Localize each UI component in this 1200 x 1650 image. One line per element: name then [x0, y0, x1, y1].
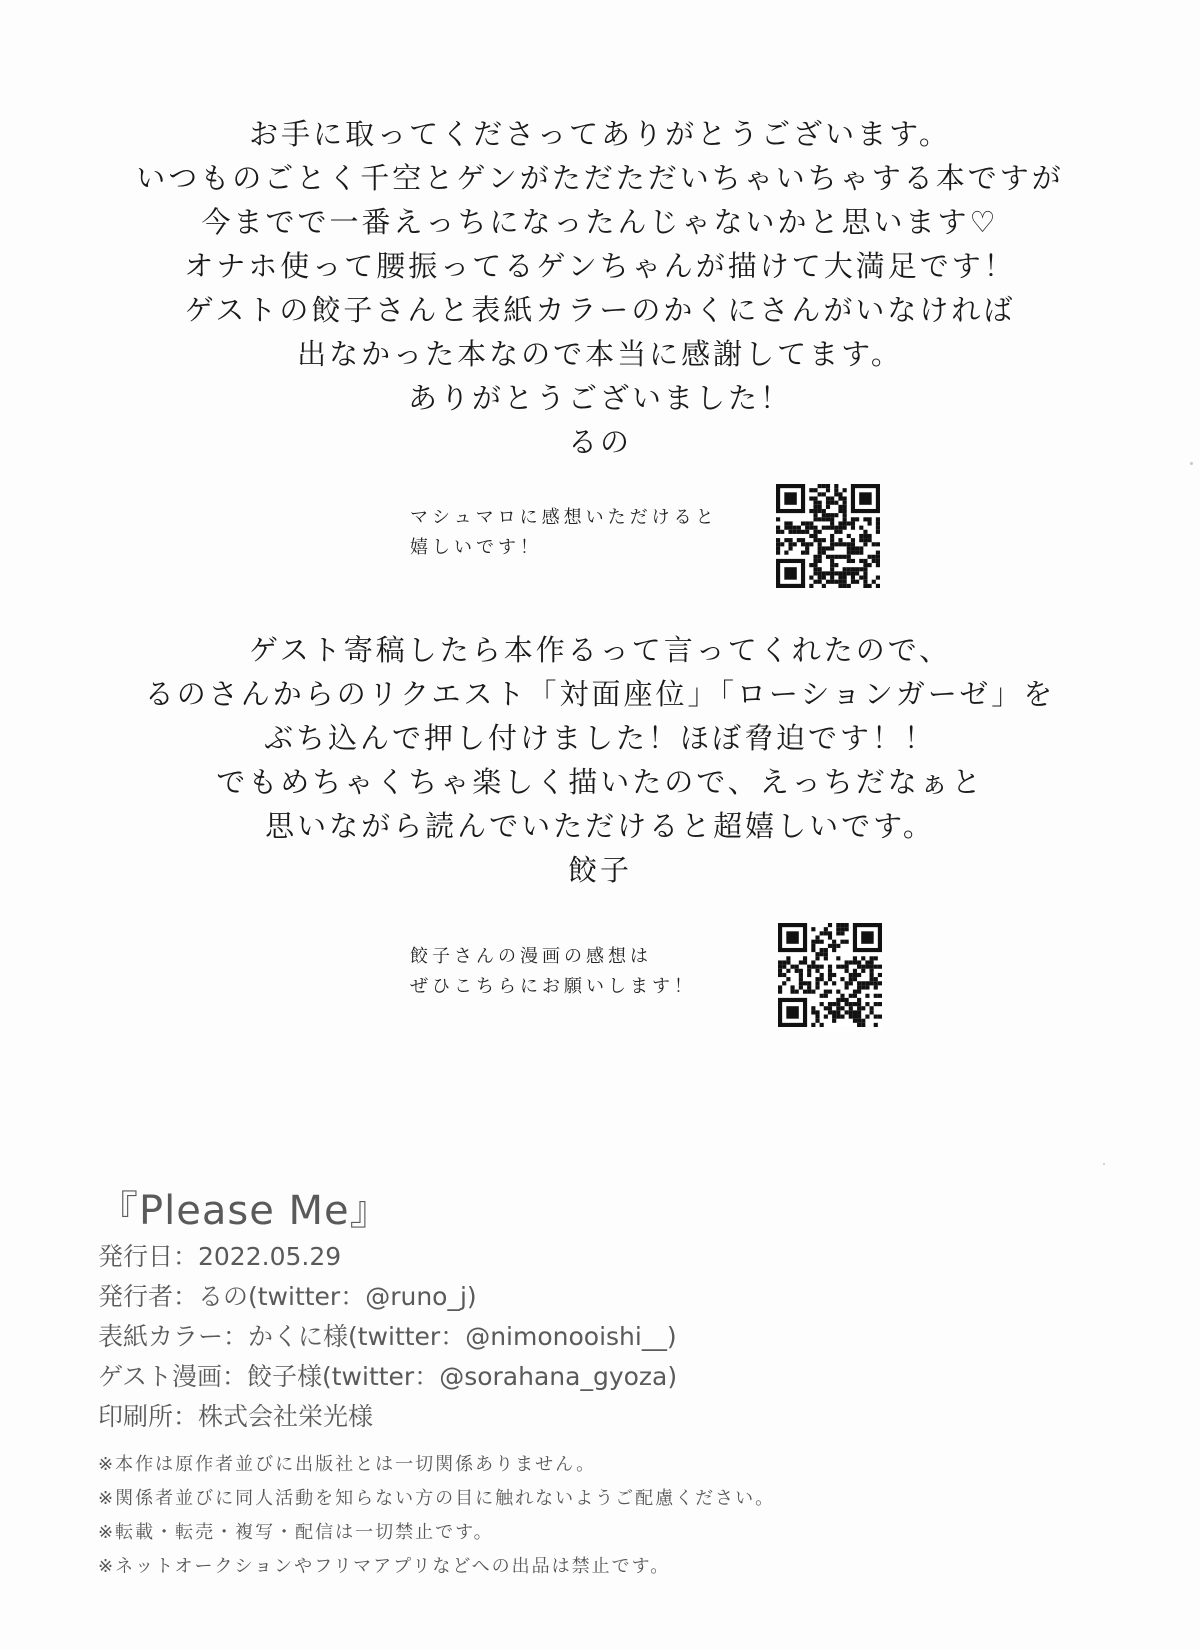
- cover-color-credit: 表紙カラー：かくに様(twitter：@nimonooishi__): [98, 1322, 677, 1351]
- paper-speck: [1103, 1163, 1105, 1165]
- author-message-line: いつものごとく千空とゲンがただただいちゃいちゃする本ですが: [136, 161, 1064, 195]
- notice-line: ※ネットオークションやフリマアプリなどへの出品は禁止です。: [98, 1556, 671, 1577]
- colophon: [98, 1185, 677, 1437]
- publish-date: 発行日：2022.05.29: [98, 1242, 342, 1271]
- guest-qr-note: [410, 942, 696, 1002]
- author-signature: るの: [567, 425, 632, 459]
- marshmallow-note-line: マシュマロに感想いただけると: [410, 507, 718, 528]
- publisher: 発行者：るの(twitter：@runo_j): [98, 1282, 477, 1311]
- author-message-line: 今までで一番えっちになったんじゃないかと思います♡: [201, 205, 999, 239]
- author-message-line: ありがとうございました！: [407, 381, 792, 415]
- notice-line: ※関係者並びに同人活動を知らない方の目に触れないようご配慮ください。: [98, 1488, 776, 1509]
- guest-message-line: ぶち込んで押し付けました！ほぼ脅迫です！！: [263, 721, 936, 755]
- book-title: 『Please Me』: [98, 1188, 391, 1234]
- guest-message-line: 思いながら読んでいただけると超嬉しいです。: [265, 809, 935, 843]
- notices: [98, 1448, 775, 1584]
- paper-speck: [1190, 462, 1193, 465]
- printer: 印刷所：株式会社栄光様: [98, 1402, 374, 1431]
- notice-line: ※転載・転売・複写・配信は一切禁止です。: [98, 1522, 494, 1543]
- guest-message-line: ゲスト寄稿したら本作るって言ってくれたので、: [248, 633, 952, 667]
- marshmallow-note-line: 嬉しいです！: [410, 537, 542, 558]
- author-message-line: お手に取ってくださってありがとうございます。: [249, 117, 951, 151]
- qr-code-icon: [778, 923, 882, 1027]
- qr-code-icon: [776, 484, 880, 588]
- guest-qr-note-line: ぜひこちらにお願いします！: [410, 976, 696, 997]
- guest-message-line: るのさんからのリクエスト「対面座位」「ローションガーゼ」を: [144, 677, 1056, 711]
- author-message-line: 出なかった本なので本当に感謝してます。: [297, 337, 903, 371]
- author-message-line: ゲストの餃子さんと表紙カラーのかくにさんがいなければ: [184, 293, 1016, 327]
- author-message-line: オナホ使って腰振ってるゲンちゃんが描けて大満足です！: [184, 249, 1016, 283]
- guest-message: [0, 628, 1200, 892]
- author-message: [0, 112, 1200, 464]
- notice-line: ※本作は原作者並びに出版社とは一切関係ありません。: [98, 1454, 597, 1475]
- guest-message-line: でもめちゃくちゃ楽しく描いたので、えっちだなぁと: [216, 765, 984, 799]
- guest-qr-note-line: 餃子さんの漫画の感想は: [410, 946, 652, 967]
- marshmallow-note: [410, 503, 718, 563]
- guest-signature: 餃子: [567, 853, 632, 887]
- guest-manga-credit: ゲスト漫画：餃子様(twitter：@sorahana_gyoza): [98, 1362, 678, 1391]
